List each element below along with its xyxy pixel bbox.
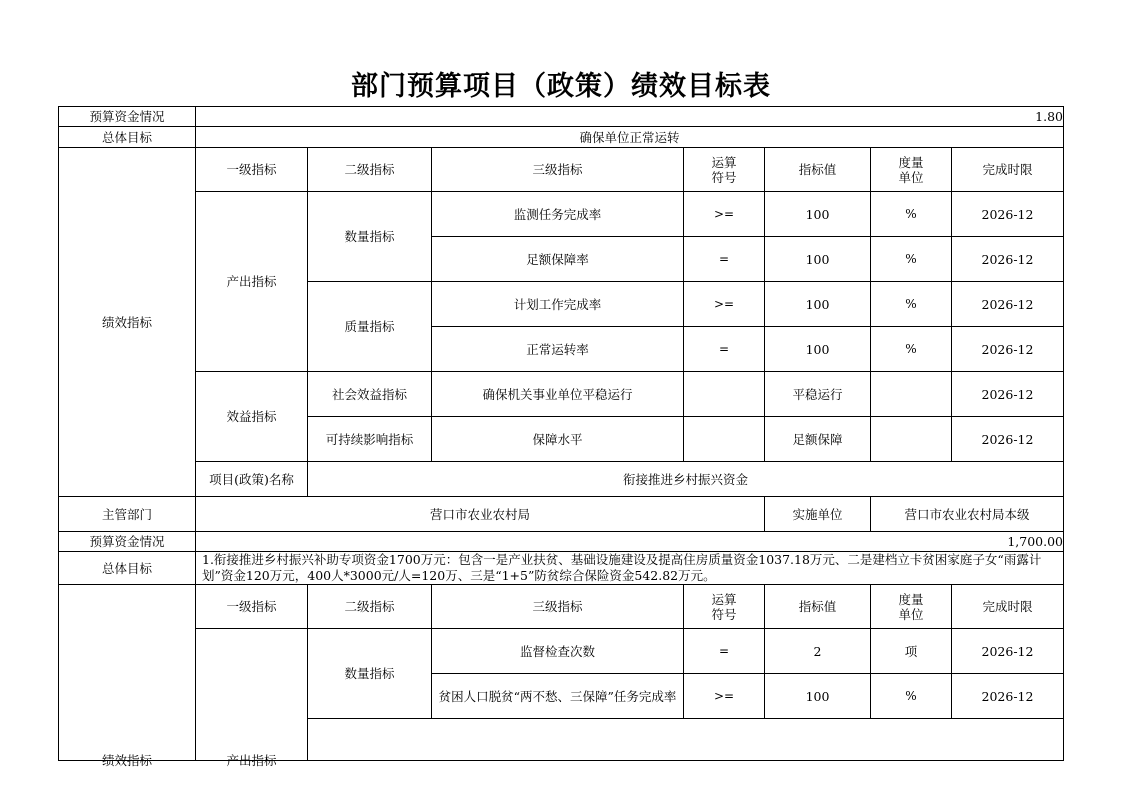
perf-label	[59, 585, 196, 768]
sub-quantity: 数量指标	[308, 192, 432, 282]
header-level1: 一级指标	[196, 585, 308, 629]
indicator-name: 计划工作完成率	[432, 282, 684, 327]
indicator-value: 100	[765, 327, 871, 372]
header-level2: 二级指标	[308, 585, 432, 629]
impl-value: 营口市农业农村局本级	[871, 497, 1064, 532]
header-unit: 度量 单位	[871, 585, 952, 629]
budget-value: 1,700.00	[196, 532, 1064, 552]
sub-quantity: 数量指标	[308, 629, 432, 719]
indicator-deadline: 2026-12	[952, 629, 1064, 674]
indicator-name: 贫困人口脱贫“两不愁、三保障”任务完成率	[432, 674, 684, 719]
header-value: 指标值	[765, 585, 871, 629]
indicator-value: 100	[765, 192, 871, 237]
indicator-operator: =	[684, 237, 765, 282]
indicator-deadline: 2026-12	[952, 674, 1064, 719]
impl-label: 实施单位	[765, 497, 871, 532]
indicator-operator	[684, 372, 765, 417]
goal-label: 总体目标	[59, 552, 196, 585]
header-unit: 度量 单位	[871, 148, 952, 192]
budget-label: 预算资金情况	[59, 532, 196, 552]
indicator-name: 确保机关事业单位平稳运行	[432, 372, 684, 417]
indicator-value: 平稳运行	[765, 372, 871, 417]
table-cell	[308, 719, 1064, 761]
indicator-unit	[871, 372, 952, 417]
indicator-operator	[684, 417, 765, 462]
project-name-label: 项目(政策)名称	[196, 462, 308, 497]
indicator-deadline: 2026-12	[952, 417, 1064, 462]
goal-value: 1.衔接推进乡村振兴补助专项资金1700万元：包含一是产业扶贫、基础设施建设及提高住房质量资金1037.18万元、二是建档立卡贫困家庭子女“雨露计划”资金120万元，400人*3000元/人=120万、三是“1+5”防贫综合保险资金542.82万元。	[196, 552, 1064, 585]
indicator-name: 保障水平	[432, 417, 684, 462]
table-row	[59, 372, 1064, 417]
sub-quality: 质量指标	[308, 282, 432, 372]
budget-label: 预算资金情况	[59, 107, 196, 127]
indicator-deadline: 2026-12	[952, 282, 1064, 327]
indicator-deadline: 2026-12	[952, 372, 1064, 417]
indicator-deadline: 2026-12	[952, 327, 1064, 372]
indicator-name: 正常运转率	[432, 327, 684, 372]
project-name-value: 衔接推进乡村振兴资金	[308, 462, 1064, 497]
budget-value: 1.80	[196, 107, 1064, 127]
indicator-operator: =	[684, 629, 765, 674]
page-title: 部门预算项目（政策）绩效目标表	[351, 71, 771, 102]
performance-table-container	[58, 106, 1065, 768]
header-level1: 一级指标	[196, 148, 308, 192]
performance-table	[58, 106, 1064, 768]
indicator-value: 2	[765, 629, 871, 674]
header-deadline: 完成时限	[952, 585, 1064, 629]
dept-value: 营口市农业农村局	[196, 497, 765, 532]
indicator-deadline: 2026-12	[952, 237, 1064, 282]
perf-label: 绩效指标	[59, 148, 196, 497]
indicator-operator: >=	[684, 192, 765, 237]
indicator-unit: %	[871, 192, 952, 237]
header-deadline: 完成时限	[952, 148, 1064, 192]
header-operator: 运算 符号	[684, 148, 765, 192]
indicator-unit: %	[871, 327, 952, 372]
goal-label: 总体目标	[59, 127, 196, 148]
group-output	[196, 629, 308, 768]
group-output-text: 产出指标	[226, 753, 277, 768]
indicator-unit: %	[871, 282, 952, 327]
indicator-operator: >=	[684, 282, 765, 327]
indicator-operator: >=	[684, 674, 765, 719]
group-output: 产出指标	[196, 192, 308, 372]
sub-social: 社会效益指标	[308, 372, 432, 417]
indicator-unit: 项	[871, 629, 952, 674]
table-row	[59, 192, 1064, 237]
indicator-value: 足额保障	[765, 417, 871, 462]
indicator-name: 监测任务完成率	[432, 192, 684, 237]
indicator-unit: %	[871, 237, 952, 282]
perf-label-text: 绩效指标	[101, 753, 152, 768]
indicator-value: 100	[765, 237, 871, 282]
dept-label: 主管部门	[59, 497, 196, 532]
header-level2: 二级指标	[308, 148, 432, 192]
group-benefit: 效益指标	[196, 372, 308, 462]
table-row	[59, 629, 1064, 674]
indicator-value: 100	[765, 674, 871, 719]
header-operator: 运算 符号	[684, 585, 765, 629]
header-level3: 三级指标	[432, 148, 684, 192]
indicator-name: 足额保障率	[432, 237, 684, 282]
indicator-deadline: 2026-12	[952, 192, 1064, 237]
header-level3: 三级指标	[432, 585, 684, 629]
indicator-operator: =	[684, 327, 765, 372]
header-value: 指标值	[765, 148, 871, 192]
indicator-name: 监督检查次数	[432, 629, 684, 674]
indicator-value: 100	[765, 282, 871, 327]
goal-value: 确保单位正常运转	[196, 127, 1064, 148]
indicator-unit	[871, 417, 952, 462]
sub-sustain: 可持续影响指标	[308, 417, 432, 462]
indicator-unit: %	[871, 674, 952, 719]
